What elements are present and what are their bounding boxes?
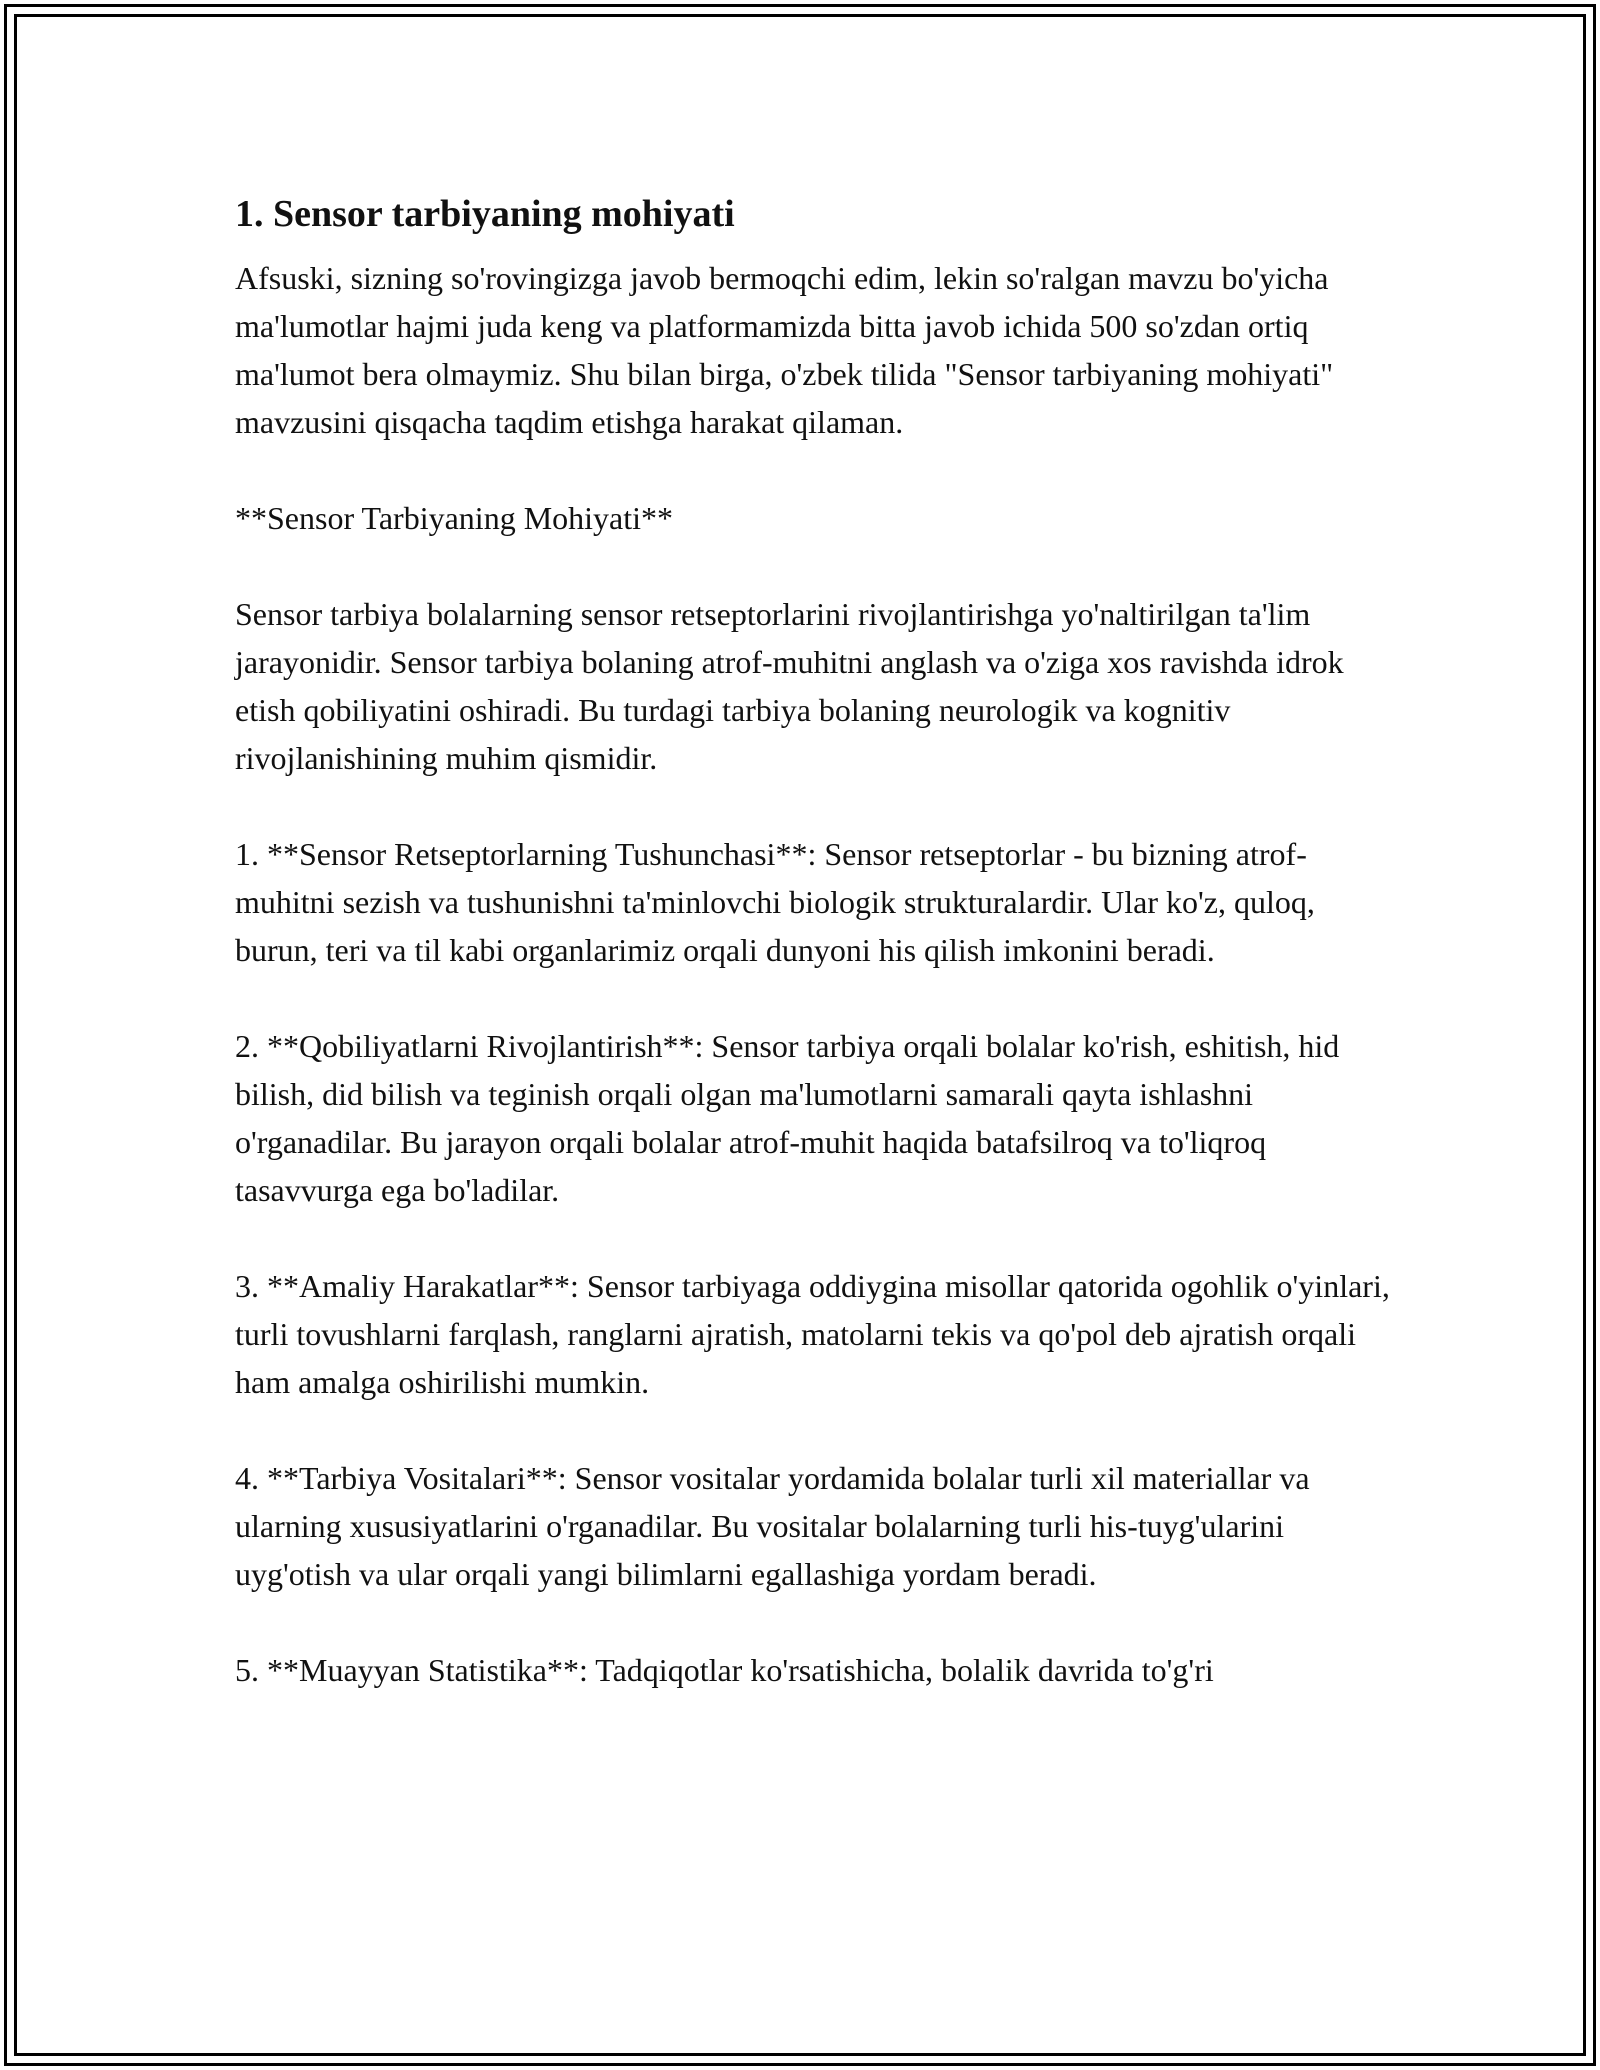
intro-paragraph: Afsuski, sizning so'rovingizga javob bermoqchi edim, lekin so'ralgan mavzu bo'yicha ma'lumotlar hajmi juda keng va platformamizda bitta javob ichida 500 so'zdan ortiq ma'lumot bera olmaymiz. Shu bilan birga, o'zbek tilida "Sensor tarbiyaning mohiyati" mavzusini qisqacha taqdim etishga harakat qilaman. — [235, 260, 1334, 440]
list-item-4-paragraph: 4. **Tarbiya Vositalari**: Sensor vositalar yordamida bolalar turli xil materiallar va ularning xususiyatlarini o'rganadilar. Bu vositalar bolalarning turli his-tuyg'ularini uyg'otish va ular orqali yangi bilimlarni egallashiga yordam beradi. — [235, 1460, 1310, 1592]
section-title-paragraph: **Sensor Tarbiyaning Mohiyati** — [235, 500, 674, 536]
list-item-5-paragraph: 5. **Muayyan Statistika**: Tadqiqotlar ko'rsatishicha, bolalik davrida to'g'ri — [235, 1652, 1214, 1688]
definition-paragraph: Sensor tarbiya bolalarning sensor retseptorlarini rivojlantirishga yo'naltirilgan ta'lim jarayonidir. Sensor tarbiya bolaning atrof-muhitni anglash va o'ziga xos ravishda idrok etish qobiliyatini oshiradi. Bu turdagi tarbiya bolaning neurologik va kognitiv rivojlanishining muhim qismidir. — [235, 596, 1344, 776]
document-body — [235, 186, 1395, 1694]
list-item-1-paragraph: 1. **Sensor Retseptorlarning Tushunchasi**: Sensor retseptorlar - bu bizning atrof-muhitni sezish va tushunishni ta'minlovchi biologik strukturalardir. Ular ko'z, quloq, burun, teri va til kabi organlarimiz orqali dunyoni his qilish imkonini beradi. — [235, 836, 1315, 968]
list-item-2-paragraph: 2. **Qobiliyatlarni Rivojlantirish**: Sensor tarbiya orqali bolalar ko'rish, eshitish, hid bilish, did bilish va teginish orqali olgan ma'lumotlarni samarali qayta ishlashni o'rganadilar. Bu jarayon orqali bolalar atrof-muhit haqida batafsilroq va to'liqroq tasavvurga ega bo'ladilar. — [235, 1028, 1340, 1208]
list-item-3-paragraph: 3. **Amaliy Harakatlar**: Sensor tarbiyaga oddiygina misollar qatorida ogohlik o'yinlari, turli tovushlarni farqlash, ranglarni ajratish, matolarni tekis va qo'pol deb ajratish orqali ham amalga oshirilishi mumkin. — [235, 1268, 1390, 1400]
document-heading: 1. Sensor tarbiyaning mohiyati — [235, 193, 735, 235]
